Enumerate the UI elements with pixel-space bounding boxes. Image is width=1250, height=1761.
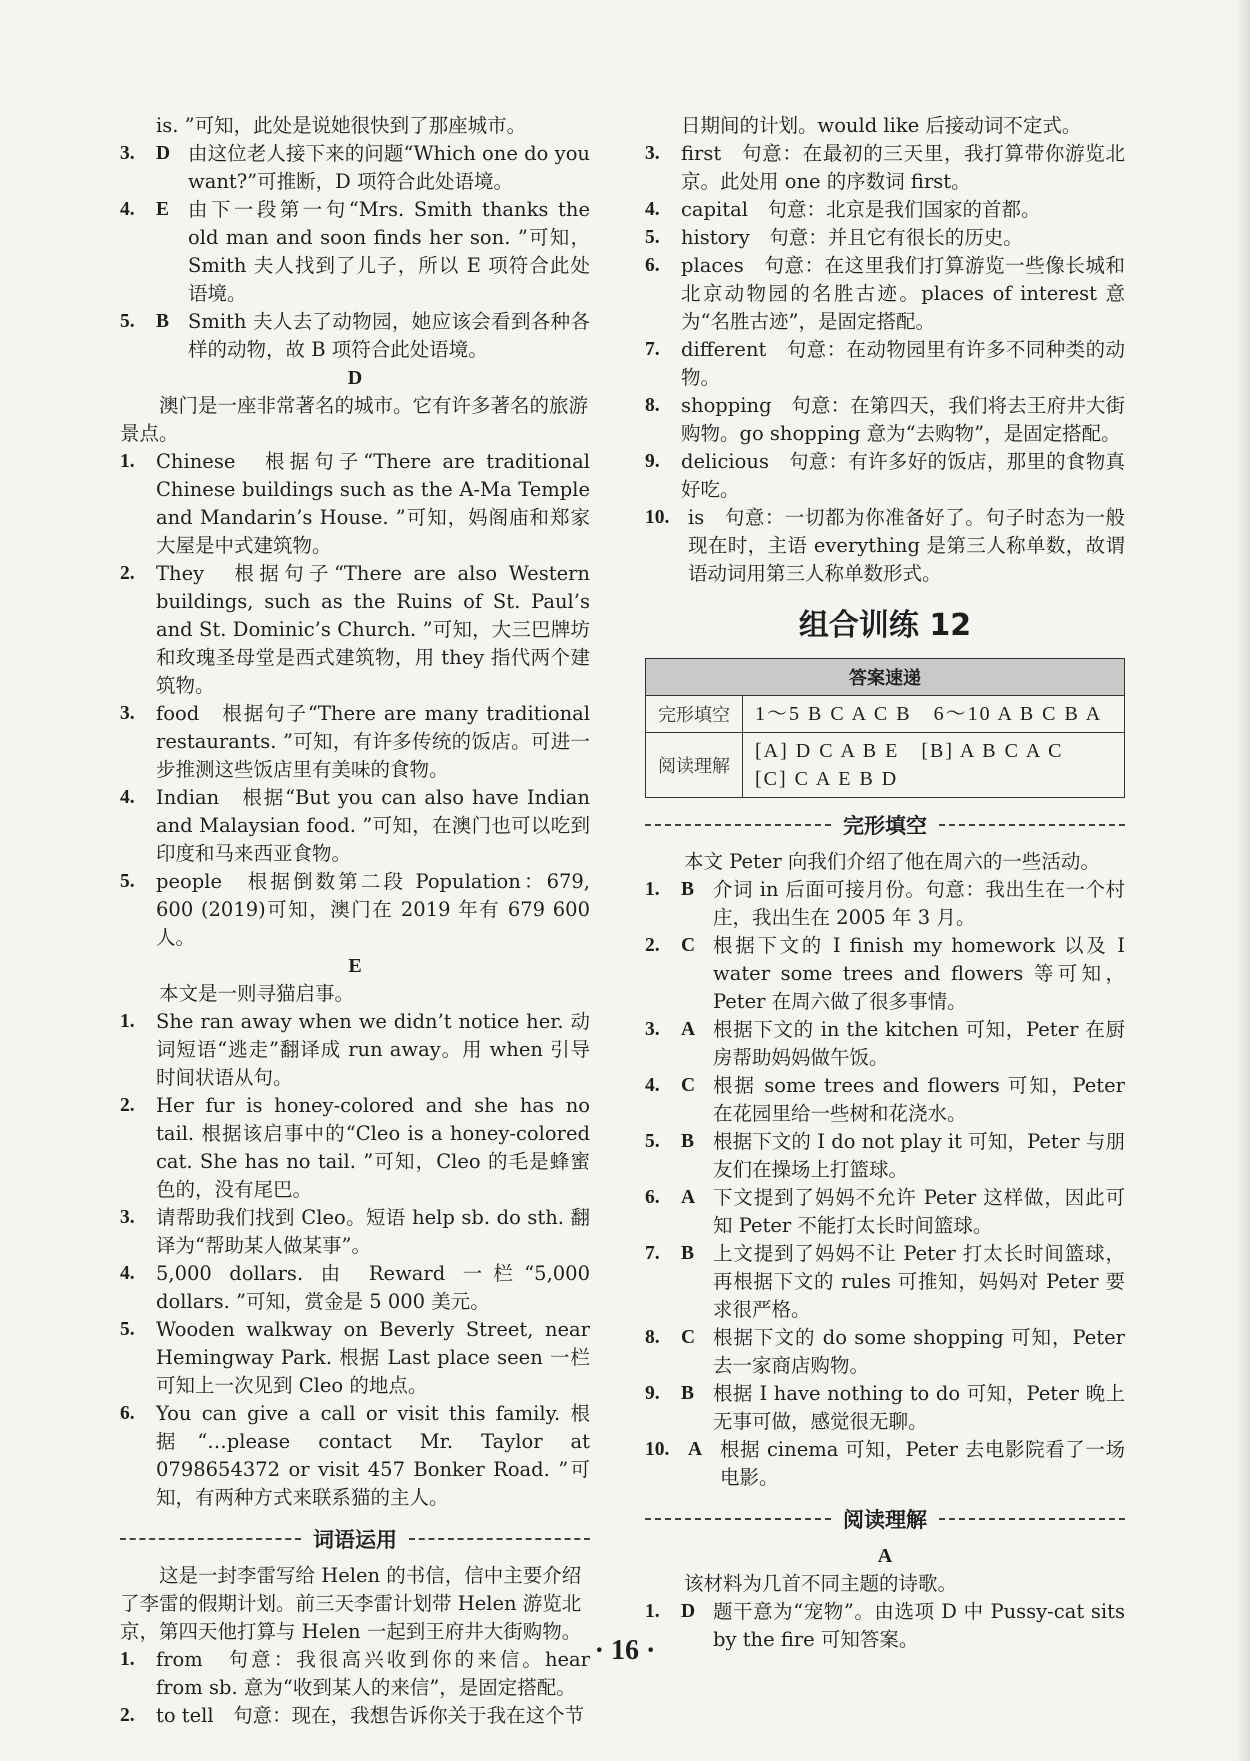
- row-value-line: [A] D C A B E [B] A B C A C: [755, 740, 1064, 762]
- item-text: 由下一段第一句“Mrs. Smith thanks the old man and soon finds her son. ”可知，Smith 夫人找到了儿子，所以 E 项符合此处语境。: [188, 198, 590, 305]
- item-number: 1.: [120, 451, 135, 472]
- answer-item: [645, 1184, 1125, 1240]
- answer-item: [120, 1008, 590, 1092]
- answer-item: [645, 196, 1125, 224]
- answer-item: [645, 1436, 1125, 1492]
- item-number: 1.: [120, 1011, 135, 1032]
- item-number: 4.: [120, 787, 135, 808]
- answer-item: [120, 308, 590, 364]
- item-text: 日期间的计划。would like 后接动词不定式。: [681, 114, 1082, 137]
- answer-item: [120, 1316, 590, 1400]
- item-number: 6.: [120, 1403, 135, 1424]
- item-number: [645, 112, 681, 140]
- item-text: food 根据句子“There are many traditional restaurants. ”可知，有许多传统的饭店。可进一步推测这些饭店里有美味的食物。: [156, 702, 590, 781]
- item-text: 请帮助我们找到 Cleo。短语 help sb. do sth. 翻译为“帮助某人做某事”。: [156, 1206, 590, 1257]
- item-number: 2.: [120, 563, 135, 584]
- answer-item: [645, 1240, 1125, 1324]
- item-text: 根据下文的 in the kitchen 可知，Peter 在厨房帮助妈妈做午饭。: [713, 1018, 1125, 1069]
- section-header-cloze: [645, 810, 1125, 840]
- answer-item: [120, 1260, 590, 1316]
- answer-item: [645, 224, 1125, 252]
- item-number: 4.: [120, 199, 135, 220]
- answer-item: [120, 1400, 590, 1512]
- item-number: 9.: [645, 451, 660, 472]
- item-number: 2.: [645, 935, 660, 956]
- divider: [645, 824, 831, 826]
- section-letter-a: A: [877, 1545, 893, 1567]
- passage-summary: 该材料为几首不同主题的诗歌。: [684, 1572, 958, 1595]
- item-answer: B: [681, 1131, 695, 1152]
- left-column: [120, 112, 590, 1730]
- item-number: 3.: [645, 1019, 660, 1040]
- answer-item: [120, 112, 590, 140]
- section-header-vocab: [120, 1524, 590, 1554]
- item-number: 2.: [120, 1705, 135, 1726]
- item-answer: D: [156, 143, 171, 164]
- item-text: delicious 句意：有许多好的饭店，那里的食物真好吃。: [681, 450, 1125, 501]
- answer-item: [120, 140, 590, 196]
- item-answer: A: [681, 1187, 696, 1208]
- item-text: Her fur is honey-colored and she has no tail. 根据该启事中的“Cleo is a honey-colored cat. She has no tail. ”可知，Cleo 的毛是蜂蜜色的，没有尾巴。: [156, 1094, 590, 1201]
- item-text: 下文提到了妈妈不允许 Peter 这样做，因此可知 Peter 不能打太长时间篮球。: [713, 1186, 1125, 1237]
- item-answer: B: [681, 1243, 695, 1264]
- divider: [409, 1538, 590, 1540]
- item-number: 5.: [120, 1319, 135, 1340]
- item-number: 3.: [120, 1207, 135, 1228]
- item-text: capital 句意：北京是我们国家的首都。: [681, 198, 1041, 221]
- section-letter-d: D: [347, 367, 363, 389]
- item-number: 3.: [645, 143, 660, 164]
- answer-item: [120, 700, 590, 784]
- table-row: [646, 733, 1125, 798]
- item-text: You can give a call or visit this family. 根据“…please contact Mr. Taylor at 0798654372 or visit 457 Bonker Road. ”可知，有两种方式来联系猫的主人。: [156, 1402, 590, 1509]
- item-text: first 句意：在最初的三天里，我打算带你游览北京。此处用 one 的序数词 first。: [681, 142, 1125, 193]
- passage-summary: 这是一封李雷写给 Helen 的书信，信中主要介绍了李雷的假期计划。前三天李雷计划带 Helen 游览北京，第四天他打算与 Helen 一起到王府井大街购物。: [120, 1564, 582, 1643]
- answer-item: [645, 1324, 1125, 1380]
- item-text: 根据 cinema 可知，Peter 去电影院看了一场电影。: [720, 1438, 1125, 1489]
- item-number: 4.: [120, 1263, 135, 1284]
- item-text: They 根据句子“There are also Western buildings, such as the Ruins of St. Paul’s and St. Dominic’s Church. ”可知，大三巴牌坊和玫瑰圣母堂是西式建筑物，用 they 指代两个建筑物。: [156, 562, 590, 697]
- answer-item: [645, 1128, 1125, 1184]
- item-text: Indian 根据“But you can also have Indian and Malaysian food. ”可知，在澳门也可以吃到印度和马来西亚食物。: [156, 786, 590, 865]
- page-number: · 16 ·: [594, 1635, 656, 1666]
- table-header: 答案速递: [646, 659, 1125, 696]
- item-text: different 句意：在动物园里有许多不同种类的动物。: [681, 338, 1125, 389]
- answer-item: [645, 336, 1125, 392]
- item-number: 4.: [645, 1075, 660, 1096]
- item-answer: B: [156, 311, 170, 332]
- answer-item: [645, 1380, 1125, 1436]
- passage-summary: 本文 Peter 向我们介绍了他在周六的一些活动。: [684, 850, 1100, 873]
- answer-summary-table: [645, 658, 1125, 798]
- answer-item: [120, 1092, 590, 1204]
- item-number: 1.: [120, 1649, 135, 1670]
- row-label: 完形填空: [646, 696, 743, 733]
- page-title: 组合训练 12: [798, 608, 972, 643]
- item-number: 5.: [120, 871, 135, 892]
- answer-item: [645, 392, 1125, 448]
- passage-summary: 澳门是一座非常著名的城市。它有许多著名的旅游景点。: [120, 394, 589, 445]
- answer-item: [120, 784, 590, 868]
- item-number: 8.: [645, 1327, 660, 1348]
- item-number: 5.: [645, 1131, 660, 1152]
- row-value: [743, 733, 1125, 798]
- answer-item: [645, 504, 1125, 588]
- item-text: people 根据倒数第二段 Population：679, 600 (2019)可知，澳门在 2019 年有 679 600 人。: [156, 870, 590, 949]
- section-title: 词语运用: [313, 1528, 397, 1552]
- item-text: 由这位老人接下来的问题“Which one do you want?”可推断，D 项符合此处语境。: [188, 142, 590, 193]
- answer-item: [120, 1204, 590, 1260]
- divider: [939, 824, 1125, 826]
- item-answer: C: [681, 1075, 696, 1096]
- item-number: [120, 112, 156, 140]
- item-number: 3.: [120, 143, 135, 164]
- section-title: 阅读理解: [843, 1508, 927, 1532]
- item-text: is 句意：一切都为你准备好了。句子时态为一般现在时，主语 everything 是第三人称单数，故谓语动词用第三人称单数形式。: [688, 506, 1125, 585]
- item-number: 8.: [645, 395, 660, 416]
- answer-item: [120, 560, 590, 700]
- section-letter-e: E: [348, 955, 362, 977]
- item-text: She ran away when we didn’t notice her. 动词短语“逃走”翻译成 run away。用 when 引导时间状语从句。: [156, 1010, 590, 1089]
- divider: [645, 1518, 831, 1520]
- item-answer: B: [681, 1383, 695, 1404]
- item-number: 7.: [645, 1243, 660, 1264]
- answer-item: [645, 932, 1125, 1016]
- item-text: is. ”可知，此处是说她很快到了那座城市。: [156, 114, 527, 137]
- item-text: 5,000 dollars. 由 Reward 一栏“5,000 dollars. ”可知，赏金是 5 000 美元。: [156, 1262, 590, 1313]
- answer-item: [120, 868, 590, 952]
- item-number: 10.: [645, 1439, 670, 1460]
- item-number: 6.: [645, 255, 660, 276]
- answer-item: [645, 448, 1125, 504]
- answer-item: [645, 140, 1125, 196]
- item-number: 2.: [120, 1095, 135, 1116]
- item-text: 上文提到了妈妈不让 Peter 打太长时间篮球，再根据下文的 rules 可推知，妈妈对 Peter 要求很严格。: [713, 1242, 1125, 1321]
- answer-item: [120, 448, 590, 560]
- item-number: 1.: [645, 1601, 660, 1622]
- answer-item: [120, 1702, 590, 1730]
- page-edge: [1236, 0, 1250, 1761]
- answer-item: [645, 1072, 1125, 1128]
- item-number: 7.: [645, 339, 660, 360]
- item-answer: A: [681, 1019, 696, 1040]
- section-title: 完形填空: [843, 814, 927, 838]
- item-text: Chinese 根据句子“There are traditional Chinese buildings such as the A-Ma Temple and Mandarin’s House. ”可知，妈阁庙和郑家大屋是中式建筑物。: [156, 450, 590, 557]
- item-number: 1.: [645, 879, 660, 900]
- item-text: 根据下文的 I do not play it 可知，Peter 与朋友们在操场上打篮球。: [713, 1130, 1125, 1181]
- item-answer: E: [156, 199, 170, 220]
- item-answer: A: [688, 1439, 703, 1460]
- item-number: 4.: [645, 199, 660, 220]
- passage-summary: 本文是一则寻猫启事。: [159, 982, 355, 1005]
- item-text: shopping 句意：在第四天，我们将去王府井大街购物。go shopping 意为“去购物”，是固定搭配。: [681, 394, 1125, 445]
- answer-item: [120, 196, 590, 308]
- item-number: 10.: [645, 507, 670, 528]
- answer-item: [645, 1016, 1125, 1072]
- divider: [120, 1538, 301, 1540]
- item-answer: C: [681, 935, 696, 956]
- item-text: Wooden walkway on Beverly Street, near Hemingway Park. 根据 Last place seen 一栏可知上一次见到 Cleo 的地点。: [156, 1318, 590, 1397]
- item-text: places 句意：在这里我们打算游览一些像长城和北京动物园的名胜古迹。places of interest 意为“名胜古迹”，是固定搭配。: [681, 254, 1125, 333]
- item-answer: B: [681, 879, 695, 900]
- item-text: 根据 I have nothing to do 可知，Peter 晚上无事可做，感觉很无聊。: [713, 1382, 1125, 1433]
- item-number: 5.: [120, 311, 135, 332]
- item-text: 根据下文的 I finish my homework 以及 I water some trees and flowers 等可知，Peter 在周六做了很多事情。: [713, 934, 1125, 1013]
- item-text: 根据下文的 do some shopping 可知，Peter 去一家商店购物。: [713, 1326, 1125, 1377]
- right-column: [645, 112, 1125, 1654]
- item-text: history 句意：并且它有很长的历史。: [681, 226, 1023, 249]
- item-text: Smith 夫人去了动物园，她应该会看到各种各样的动物，故 B 项符合此处语境。: [188, 310, 590, 361]
- table-row: [646, 696, 1125, 733]
- item-number: 3.: [120, 703, 135, 724]
- item-number: 5.: [645, 227, 660, 248]
- item-text: 介词 in 后面可接月份。句意：我出生在一个村庄，我出生在 2005 年 3 月。: [713, 878, 1125, 929]
- item-text: to tell 句意：现在，我想告诉你关于我在这个节: [156, 1704, 585, 1727]
- item-text: 题干意为“宠物”。由选项 D 中 Pussy-cat sits by the fire 可知答案。: [713, 1600, 1125, 1651]
- item-text: from 句意：我很高兴收到你的来信。hear from sb. 意为“收到某人的来信”，是固定搭配。: [156, 1648, 590, 1699]
- row-value-line: [C] C A E B D: [755, 768, 899, 790]
- item-number: 9.: [645, 1383, 660, 1404]
- item-number: 6.: [645, 1187, 660, 1208]
- item-answer: C: [681, 1327, 696, 1348]
- divider: [939, 1518, 1125, 1520]
- answer-item: [645, 876, 1125, 932]
- item-answer: D: [681, 1601, 696, 1622]
- section-header-reading: [645, 1504, 1125, 1534]
- answer-item: [645, 112, 1125, 140]
- row-value: 1～5 B C A C B 6～10 A B C B A: [743, 696, 1125, 733]
- item-text: 根据 some trees and flowers 可知，Peter 在花园里给一些树和花浇水。: [713, 1074, 1125, 1125]
- row-label: 阅读理解: [646, 733, 743, 798]
- answer-item: [645, 252, 1125, 336]
